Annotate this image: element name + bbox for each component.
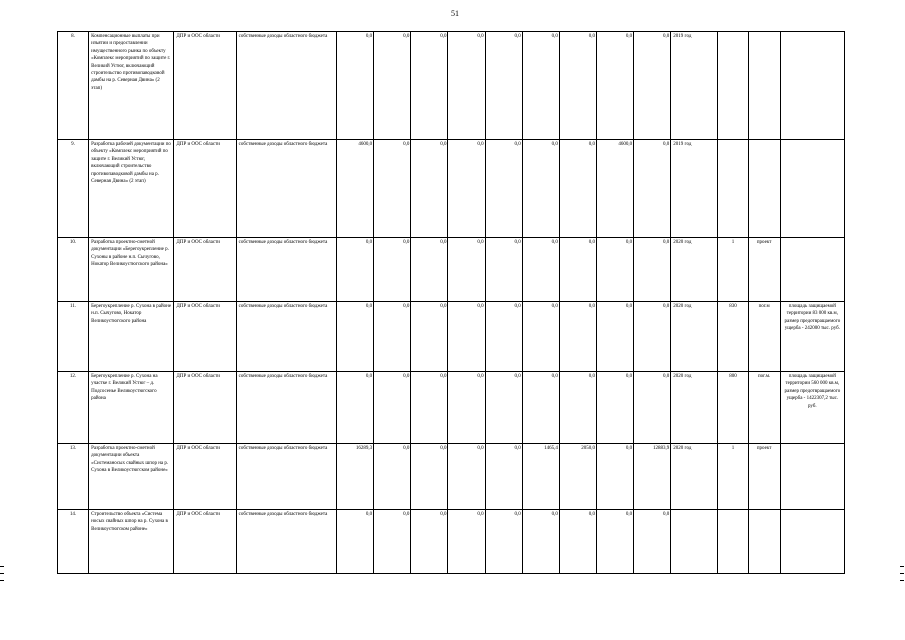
amount-cell: 0,0 (374, 372, 411, 444)
funding-source: собственные доходы областного бюджета (236, 372, 336, 444)
activity-name: Строительство объекта «Система носых свайных шпор на р. Сухона в Великоустюгском районе» (89, 510, 174, 574)
funding-source: собственные доходы областного бюджета (236, 444, 336, 510)
amount-cell: 0,0 (374, 238, 411, 302)
executor: ДПР и ООС области (174, 510, 236, 574)
amount-cell: 0,0 (485, 140, 522, 238)
row-number: 11. (58, 302, 89, 372)
amount-cell: 0,0 (634, 372, 671, 444)
amount-cell: 0,0 (522, 372, 559, 444)
amount-cell: 4600,0 (337, 140, 374, 238)
amount-cell: 0,0 (597, 510, 634, 574)
result (780, 444, 844, 510)
amount-cell: 12883,9 (634, 444, 671, 510)
quantity: 1 (718, 444, 748, 510)
amount-cell: 0,0 (597, 238, 634, 302)
executor: ДПР и ООС области (174, 372, 236, 444)
amount-cell: 0,0 (597, 32, 634, 140)
page-number: 51 (451, 9, 459, 18)
quantity (718, 510, 748, 574)
amount-cell: 0,0 (559, 238, 596, 302)
executor: ДПР и ООС области (174, 238, 236, 302)
amount-cell: 0,0 (411, 238, 448, 302)
table-row (58, 140, 845, 238)
amount-cell: 0,0 (485, 372, 522, 444)
amount-cell: 0,0 (522, 32, 559, 140)
amount-cell: 0,0 (597, 302, 634, 372)
amount-cell: 0,0 (374, 444, 411, 510)
table-row (58, 444, 845, 510)
table-row (58, 510, 845, 574)
table-row (58, 238, 845, 302)
amount-cell: 0,0 (448, 238, 485, 302)
activity-name: Берегоукрепление р. Сухона на участке г. Великий Устюг – д. Подсосенье Великоустюгского района (89, 372, 174, 444)
row-number: 9. (58, 140, 89, 238)
amount-cell: 0,0 (374, 510, 411, 574)
amount-cell: 0,0 (448, 372, 485, 444)
amount-cell: 0,0 (634, 238, 671, 302)
amount-cell: 4600,0 (597, 140, 634, 238)
activity-name: Разработка рабочей документации по объекту «Комплекс мероприятий по защите г. Великий Устюг, включающий строительство противопаводковой дамбы на р. Северная Двина» (2 этап) (89, 140, 174, 238)
unit (748, 32, 780, 140)
year (671, 510, 718, 574)
amount-cell: 0,0 (559, 140, 596, 238)
margin-mark (900, 573, 904, 574)
funding-source: собственные доходы областного бюджета (236, 510, 336, 574)
amount-cell: 0,0 (597, 444, 634, 510)
margin-mark (900, 566, 904, 567)
funding-source: собственные доходы областного бюджета (236, 140, 336, 238)
margin-mark (0, 580, 4, 581)
amount-cell: 2050,0 (559, 444, 596, 510)
quantity (718, 32, 748, 140)
executor: ДПР и ООС области (174, 444, 236, 510)
result: площадь защищаемой территории 560 000 кв.м, размер предотвращаемого ущерба - 1422307,2 тыс. руб. (780, 372, 844, 444)
quantity: 800 (718, 372, 748, 444)
amount-cell: 0,0 (485, 238, 522, 302)
amount-cell: 0,0 (522, 140, 559, 238)
amount-cell: 0,0 (634, 32, 671, 140)
amount-cell: 0,0 (448, 302, 485, 372)
amount-cell: 0,0 (411, 140, 448, 238)
amount-cell: 0,0 (374, 32, 411, 140)
amount-cell: 0,0 (559, 372, 596, 444)
quantity: 830 (718, 302, 748, 372)
unit: проект (748, 238, 780, 302)
amount-cell: 0,0 (485, 510, 522, 574)
amount-cell: 0,0 (337, 510, 374, 574)
amount-cell: 0,0 (559, 32, 596, 140)
table-row (58, 302, 845, 372)
amount-cell: 0,0 (559, 302, 596, 372)
unit: пог.м. (748, 372, 780, 444)
quantity: 1 (718, 238, 748, 302)
quantity (718, 140, 748, 238)
result (780, 140, 844, 238)
amount-cell: 0,0 (485, 302, 522, 372)
executor: ДПР и ООС области (174, 302, 236, 372)
executor: ДПР и ООС области (174, 32, 236, 140)
amount-cell: 0,0 (411, 510, 448, 574)
amount-cell: 0,0 (337, 302, 374, 372)
program-activities-table (57, 31, 845, 574)
unit: пог.м (748, 302, 780, 372)
row-number: 12. (58, 372, 89, 444)
activity-name: Разработка проектно-сметной документации «Берегоукрепление р. Сухоны в районе н.п. Сычугово, Нокатор Великоустюгского района» (89, 238, 174, 302)
amount-cell: 0,0 (522, 302, 559, 372)
amount-cell: 0,0 (485, 444, 522, 510)
unit (748, 140, 780, 238)
unit (748, 510, 780, 574)
amount-cell: 0,0 (485, 32, 522, 140)
year: 2020 год (671, 444, 718, 510)
margin-mark (0, 566, 4, 567)
year: 2019 год (671, 140, 718, 238)
activity-name: Берегоукрепление р. Сухона в районе н.п. Сычугово, Нокатор Великоустюгского района (89, 302, 174, 372)
year: 2020 год (671, 238, 718, 302)
result: площадь защищаемой территории 83 000 кв.м, размер предотвращаемого ущерба - 242000 тыс. руб. (780, 302, 844, 372)
amount-cell: 0,0 (522, 238, 559, 302)
amount-cell: 0,0 (522, 510, 559, 574)
amount-cell: 0,0 (597, 372, 634, 444)
amount-cell: 0,0 (559, 510, 596, 574)
amount-cell: 0,0 (374, 140, 411, 238)
amount-cell: 0,0 (411, 302, 448, 372)
activity-name: Разработка проектно-сметной документации объекта «Системаносых свайных шпор на р. Сухона в Великоустюгском районе» (89, 444, 174, 510)
row-number: 14. (58, 510, 89, 574)
amount-cell: 0,0 (448, 32, 485, 140)
row-number: 8. (58, 32, 89, 140)
amount-cell: 0,0 (411, 32, 448, 140)
year: 2019 год (671, 32, 718, 140)
table-row (58, 32, 845, 140)
result (780, 238, 844, 302)
amount-cell: 1465,4 (522, 444, 559, 510)
table-row (58, 372, 845, 444)
executor: ДПР и ООС области (174, 140, 236, 238)
amount-cell: 0,0 (448, 510, 485, 574)
amount-cell: 0,0 (374, 302, 411, 372)
amount-cell: 0,0 (634, 140, 671, 238)
year: 2020 год (671, 372, 718, 444)
unit: проект (748, 444, 780, 510)
amount-cell: 0,0 (337, 238, 374, 302)
result (780, 510, 844, 574)
amount-cell: 0,0 (337, 372, 374, 444)
amount-cell: 16289,3 (337, 444, 374, 510)
amount-cell: 0,0 (411, 372, 448, 444)
amount-cell: 0,0 (634, 302, 671, 372)
row-number: 13. (58, 444, 89, 510)
amount-cell: 0,0 (337, 32, 374, 140)
result (780, 32, 844, 140)
amount-cell: 0,0 (634, 510, 671, 574)
amount-cell: 0,0 (448, 444, 485, 510)
amount-cell: 0,0 (411, 444, 448, 510)
funding-source: собственные доходы областного бюджета (236, 238, 336, 302)
margin-mark (900, 580, 904, 581)
amount-cell: 0,0 (448, 140, 485, 238)
year: 2020 год (671, 302, 718, 372)
funding-source: собственные доходы областного бюджета (236, 32, 336, 140)
activity-name: Компенсационные выплаты при изъятии и предоставлении имущественного рынка по объекту «Комплекс мероприятий по защите г. Великий Устюг, включающий строительство противопаводковой дамбы на р. Северная Двина» (2 этап) (89, 32, 174, 140)
funding-source: собственные доходы областного бюджета (236, 302, 336, 372)
row-number: 10. (58, 238, 89, 302)
margin-mark (0, 573, 4, 574)
